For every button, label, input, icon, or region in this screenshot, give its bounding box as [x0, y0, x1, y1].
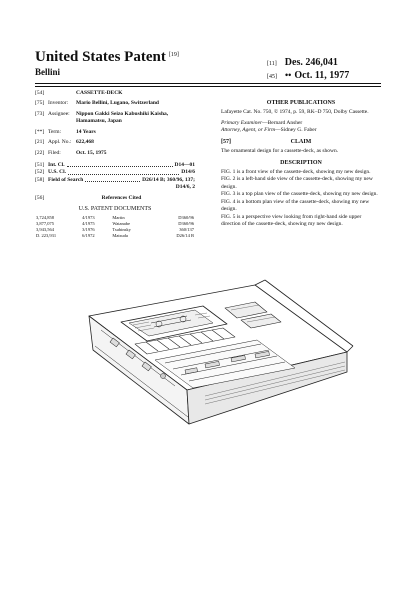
classification-label: U.S. Cl.	[48, 169, 67, 176]
field-row	[35, 150, 195, 157]
attorney-name: —Sidney G. Faber	[275, 126, 317, 133]
primary-examiner-label: Primary Examiner	[221, 119, 263, 126]
field-value: 14 Years	[76, 128, 96, 135]
classification-row	[35, 169, 195, 176]
figure-description: FIG. 2 is a left-hand side view of the cassette-deck, showing my new design.	[221, 176, 373, 190]
patent-number: Des. 246,041	[284, 57, 338, 68]
header-rule-thin	[35, 86, 381, 87]
figure-description: FIG. 5 is a perspective view looking from right-hand side upper direction of the cassette-deck, showing my new design.	[221, 213, 362, 227]
field-code: [75]	[35, 100, 45, 107]
classification-label: Field of Search	[48, 176, 84, 183]
classification-value: D26/14 B; 360/96, 137;	[142, 176, 195, 183]
field-code: [22]	[35, 149, 45, 156]
classification-line	[48, 177, 195, 184]
classification-line	[48, 169, 195, 176]
ref-number: 3,724,858	[36, 215, 54, 221]
classification-code: [51]	[35, 161, 45, 168]
primary-examiner-name: —Bernard Ansher	[262, 119, 303, 126]
ref-class: D360/96	[178, 215, 194, 221]
field-code: [21]	[35, 139, 45, 146]
patent-title-text: United States Patent	[35, 49, 166, 65]
field-row	[35, 100, 195, 107]
field-row	[35, 139, 195, 146]
ref-name: Martin	[112, 215, 125, 221]
classification-row	[35, 177, 195, 184]
ref-number: 3,877,075	[36, 221, 54, 226]
field-label: Inventor:	[48, 100, 69, 107]
figure-description: FIG. 4 is a bottom plan view of the cassette-deck, showing my new design.	[221, 198, 370, 213]
figure-description: FIG. 1 is a front view of the cassette-deck, showing my new design.	[221, 168, 371, 175]
field-label: Term:	[48, 128, 62, 135]
classification-continuation: D14/6, 2	[175, 184, 195, 191]
field-code: [73]	[35, 110, 45, 117]
ref-number: 3,943,564	[36, 226, 54, 232]
ref-date: 6/1972	[82, 232, 95, 238]
field-value: Mario Bellini, Lugano, Switzerland	[76, 100, 159, 107]
ref-class: D360/96	[178, 221, 194, 226]
ref-class: 360/137	[179, 226, 194, 232]
claim-heading: CLAIM	[290, 139, 312, 146]
ref-name: Tsubinsky	[112, 226, 131, 232]
patent-date-line	[267, 70, 349, 81]
primary-examiner	[221, 120, 381, 127]
attorney-label: Attorney, Agent, or Firm	[221, 126, 276, 133]
description-heading: DESCRIPTION	[280, 159, 322, 166]
classification-value: D14/6	[181, 169, 195, 176]
field-value: Oct. 15, 1975	[76, 149, 107, 156]
field-row	[35, 90, 195, 97]
patent-number-code: [11]	[267, 61, 277, 67]
references-heading-row	[35, 195, 195, 202]
field-label	[48, 90, 76, 97]
classification-row	[35, 162, 195, 169]
cassette-deck-drawing	[55, 268, 355, 433]
classification-code: [52]	[35, 169, 45, 176]
ref-number: D. 223,931	[36, 232, 57, 238]
field-value: Nippon Gakki Seizo Kabushiki Kaisha, Hamamatsu, Japan	[76, 110, 169, 125]
leader-dots	[68, 169, 179, 174]
classification-code: [58]	[35, 176, 45, 183]
inventor-short-name: Bellini	[35, 67, 61, 77]
figure-description: FIG. 3 is a top plan view of the cassette-deck, showing my new design.	[221, 191, 378, 198]
field-code: [54]	[35, 90, 45, 96]
bibliographic-column	[35, 90, 195, 239]
field-label: Assignee:	[48, 110, 70, 117]
field-value: CASSETTE-DECK	[76, 90, 123, 96]
field-row	[35, 111, 195, 126]
field-label: Filed:	[48, 149, 61, 156]
ref-date: 4/1975	[82, 221, 95, 226]
ref-name: Matsuda	[112, 232, 128, 238]
title-code: [19]	[168, 52, 179, 58]
classification-line	[48, 162, 195, 169]
leader-dots	[85, 177, 140, 182]
patent-date: Oct. 11, 1977	[294, 70, 350, 81]
claim-heading-row	[221, 138, 381, 146]
classification-value: D14—01	[174, 161, 195, 168]
abstract-column	[221, 97, 381, 228]
references-code: [56]	[35, 194, 45, 201]
references-subheading: U.S. PATENT DOCUMENTS	[78, 206, 152, 213]
classification-label: Int. Cl.	[48, 161, 65, 168]
other-publications-heading: OTHER PUBLICATIONS	[266, 100, 336, 106]
leader-dots	[67, 162, 173, 167]
references-table	[35, 215, 195, 238]
ref-date: 4/1973	[82, 215, 95, 221]
ref-date: 3/1976	[82, 226, 95, 232]
patent-date-code: [45]	[267, 74, 277, 80]
claim-code: [57]	[221, 139, 231, 146]
ref-name: Watanabe	[112, 221, 131, 226]
field-code: [**]	[35, 128, 45, 135]
claim-text: The ornamental design for a cassette-deck, as shown.	[221, 148, 339, 155]
other-publications-text: Lafayette Cat. No. 750, © 1974, p. 59, RK–D 750, Dolby Cassette.	[221, 109, 369, 116]
patent-title	[35, 49, 179, 66]
field-label: Appl. No.:	[48, 139, 72, 146]
ref-class: D26/14 B	[176, 232, 194, 238]
header-rule	[35, 83, 381, 84]
patent-number-line	[267, 57, 338, 68]
date-bullet: ••	[285, 70, 292, 80]
references-heading: References Cited	[101, 194, 142, 201]
field-value: 622,468	[76, 139, 94, 146]
attorney	[221, 127, 381, 134]
reference-row	[35, 233, 195, 239]
field-row	[35, 129, 195, 136]
